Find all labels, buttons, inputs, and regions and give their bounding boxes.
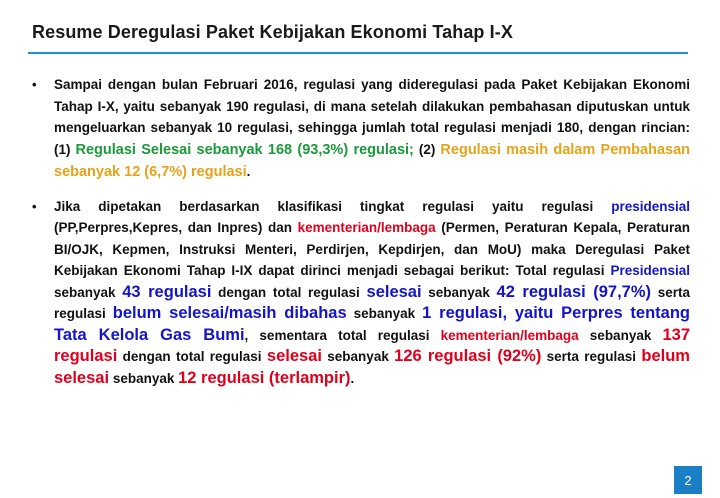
p2-text-7: serta regulasi [54,284,690,321]
p2-text-2: (PP,Perpres,Kepres, dan Inpres) dan [54,220,298,235]
p2-text-3: (Permen, Peraturan Kepala, Peraturan BI/OJK, Kepmen, Instruksi Menteri, Perdirjen, Kepdirjen, dan MoU) maka Deregulasi Paket Kebijakan Ekonomi Tahap I-IX dapat dirinci menjadi sebagai berikut: Total regulasi [54,220,690,278]
title-underline [28,52,688,54]
p2-presidensial-selesai: 42 regulasi (97,7%) [496,282,652,301]
p2-text-11: dengan total regulasi [117,349,267,364]
p2-text-6: sebanyak [421,284,497,300]
p2-selesai-label-2: selesai [266,347,322,365]
bullet-2: • [32,198,37,214]
p2-belum-selesai-label: belum selesai/masih dibahas [112,304,347,322]
p2-text-13: serta regulasi [541,349,642,364]
p2-text-14: sebanyak [109,370,179,386]
p2-presidensial: presidensial [611,198,690,214]
p2-kementerian-2: kementerian/lembaga [440,327,579,343]
p2-kementerian: kementerian/lembaga [297,220,436,235]
p2-text-12: sebanyak [321,349,395,364]
p2-kementerian-selesai: 126 regulasi (92%) [394,347,542,365]
p1-pending-regulations: Regulasi masih dalam Pembahasan sebanyak 12 (6,7%) regulasi [54,141,690,180]
paragraph-1 [30,74,690,184]
p2-text-10: sebanyak [578,327,663,343]
slide-title: Resume Deregulasi Paket Kebijakan Ekonomi Tahap I-X [32,22,513,42]
p2-kementerian-total: 137 regulasi [54,325,690,365]
p2-text-9: , sementara total regulasi [244,327,441,343]
p2-end: . [350,370,355,386]
p1-completed-regulations: Regulasi Selesai sebanyak 168 (93,3%) regulasi; [75,141,414,158]
p2-presidensial-total: 43 regulasi [122,282,212,301]
p2-text-5: dengan total regulasi [211,284,367,300]
bullet-1: • [32,77,37,92]
paragraph-2 [30,196,690,390]
p2-belum-selesai-label-2: belum selesai [54,347,690,387]
p2-text-4: sebanyak [54,284,123,300]
p2-text-1: Jika dipetakan berdasarkan klasifikasi tingkat regulasi yaitu regulasi [54,198,612,214]
p2-kementerian-pending: 12 regulasi (terlampir) [178,368,351,387]
p1-separator: (2) [413,141,441,157]
p1-text: Sampai dengan bulan Februari 2016, regulasi yang dideregulasi pada Paket Kebijakan Ekonomi Tahap I-X, yaitu sebanyak 190 regulasi, di mana setelah dilakukan pembahasan diputuskan untuk mengeluarkan sebanyak 10 regulasi, sehingga jumlah total regulasi menjadi 180, dengan rincian: (1) [54,77,690,157]
p2-selesai-label: selesai [366,282,422,301]
p2-presidensial-2: Presidensial [610,263,690,278]
slide-content [30,74,690,389]
page-number: 2 [674,466,702,494]
p1-end: . [246,164,251,179]
p2-text-8: sebanyak [346,306,423,321]
p2-presidensial-pending: 1 regulasi, yaitu Perpres tentang Tata Kelola Gas Bumi [54,304,691,344]
